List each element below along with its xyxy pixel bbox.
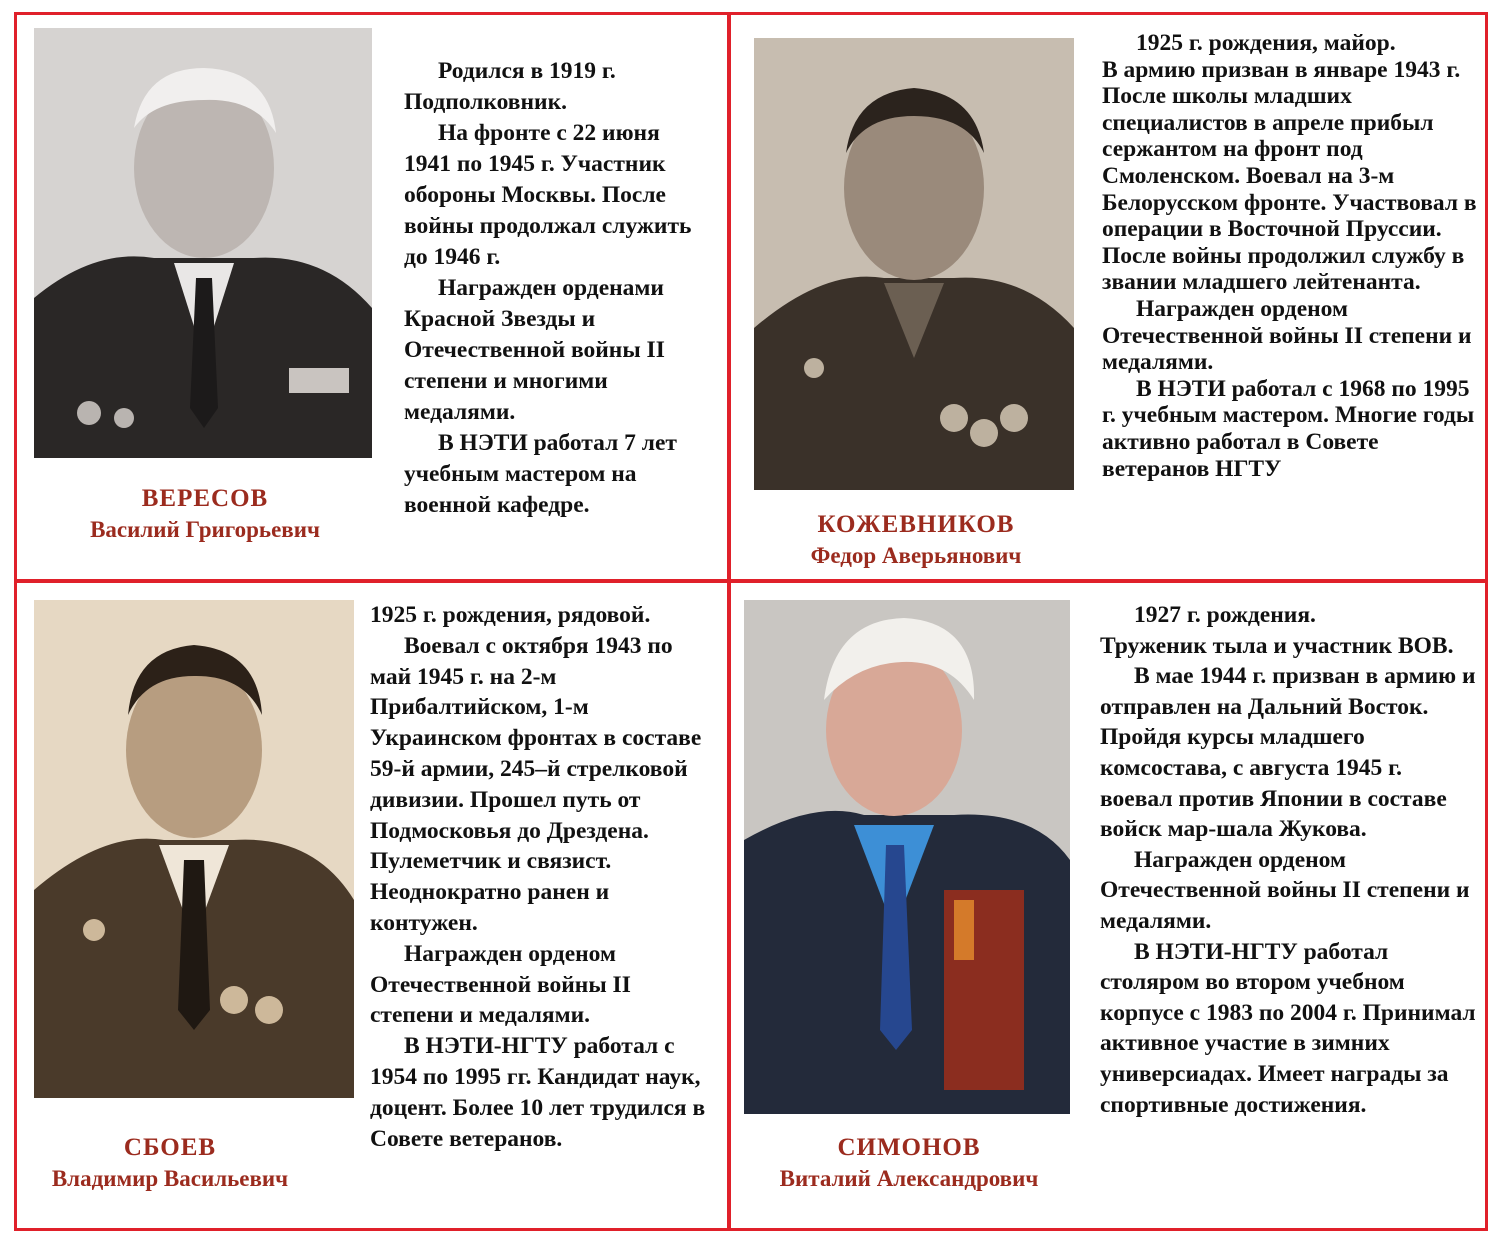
bio-paragraph: В НЭТИ работал 7 лет учебным мастером на военной кафедре. xyxy=(404,430,677,518)
veteran-portrait-photo xyxy=(34,28,372,458)
veteran-given-name: Владимир Васильевич xyxy=(51,1166,289,1191)
veteran-portrait-photo xyxy=(744,600,1070,1114)
bio-paragraph: Награжден орденом Отечественной войны II степени и медалями. xyxy=(370,940,631,1029)
bio-paragraph: В НЭТИ работал с 1968 по 1995 г. учебным мастером. Многие годы активно работал в Совете ветеранов НГТУ xyxy=(1102,375,1475,482)
veteran-given-name: Виталий Александрович xyxy=(779,1166,1039,1191)
veteran-surname: СИМОНОВ xyxy=(837,1134,981,1161)
veteran-bio xyxy=(1102,30,1480,482)
bio-paragraph: В мае 1944 г. призван в армию и отправлен на Дальний Восток. Пройдя курсы младшего комсостава, с августа 1945 г. воевал против Японии в составе войск мар-шала Жукова. xyxy=(1100,663,1476,843)
veteran-surname: СБОЕВ xyxy=(123,1134,217,1161)
bio-paragraph: Труженик тыла и участник ВОВ. xyxy=(1100,632,1454,659)
bio-paragraph: 1925 г. рождения, рядовой. xyxy=(370,602,651,628)
veteran-name xyxy=(766,509,1066,571)
bio-paragraph: На фронте с 22 июня 1941 по 1945 г. Участник обороны Москвы. После войны продолжал служить до 1946 г. xyxy=(404,120,692,270)
bio-paragraph: Награжден орденом Отечественной войны II степени и медалями. xyxy=(1100,846,1470,934)
veteran-surname: КОЖЕВНИКОВ xyxy=(817,511,1015,538)
bio-paragraph: Воевал с октября 1943 по май 1945 г. на 2-м Прибалтийском, 1-м Украинском фронтах в составе 59-й армии, 245–й стрелковой дивизии. Прошел путь от Подмосковья до Дрездена. Пулеметчик и связист. Неоднократно ранен и контужен. xyxy=(370,632,702,936)
veteran-portrait-photo xyxy=(754,38,1074,490)
bio-paragraph: Подполковник. xyxy=(404,89,567,115)
veteran-name xyxy=(40,483,370,545)
veteran-bio xyxy=(370,600,712,1154)
veteran-given-name: Василий Григорьевич xyxy=(90,517,320,542)
bio-paragraph: Родился в 1919 г. xyxy=(438,58,616,84)
veteran-portrait-photo xyxy=(34,600,354,1098)
veteran-name xyxy=(744,1132,1074,1194)
veteran-bio xyxy=(1100,600,1478,1120)
bio-paragraph: Награжден орденом Отечественной войны II степени и медалями. xyxy=(1102,295,1472,376)
veteran-bio xyxy=(404,56,710,521)
veteran-name xyxy=(20,1132,320,1194)
bio-paragraph: В НЭТИ-НГТУ работал столяром во втором учебном корпусе с 1983 по 2004 г. Принимал активное участие в зимних универсиадах. Имеет награды за спортивные достижения. xyxy=(1100,938,1476,1118)
veteran-given-name: Федор Аверьянович xyxy=(810,543,1022,568)
bio-paragraph: 1927 г. рождения. xyxy=(1134,602,1316,628)
bio-paragraph: В НЭТИ-НГТУ работал с 1954 по 1995 гг. Кандидат наук, доцент. Более 10 лет трудился в Совете ветеранов. xyxy=(370,1033,706,1152)
bio-paragraph: Награжден орденами Красной Звезды и Отечественной войны II степени и многими медалями. xyxy=(404,275,665,425)
veteran-surname: ВЕРЕСОВ xyxy=(141,485,269,512)
bio-paragraph: 1925 г. рождения, майор. xyxy=(1136,30,1396,56)
bio-paragraph: В армию призван в январе 1943 г. После школы младших специалистов в апреле прибыл сержантом на фронт под Смоленском. Воевал на 3-м Белорусском фронте. Участвовал в операции в Восточной Пруссии. После войны продолжил службу в звании младшего лейтенанта. xyxy=(1102,56,1477,296)
